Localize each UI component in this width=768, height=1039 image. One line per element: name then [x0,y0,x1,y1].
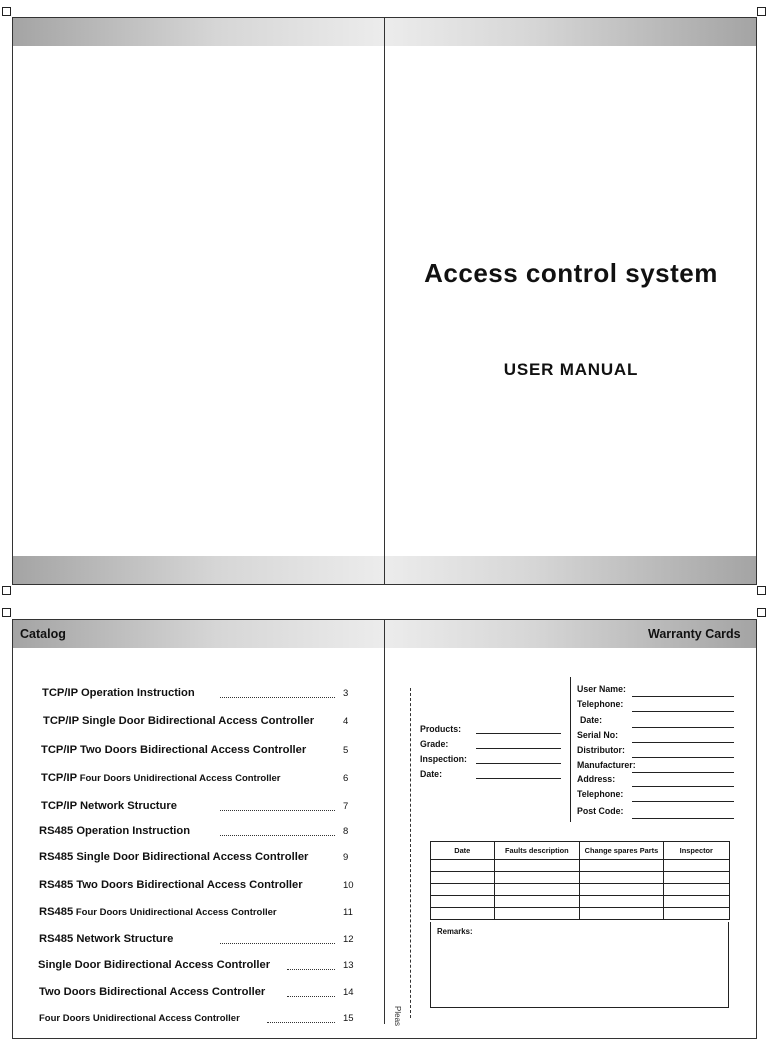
cover-bottom-bar-right [385,556,756,584]
catalog-item-text: Single Door Bidirectional Access Controller [73,851,309,863]
table-cell[interactable] [494,872,580,884]
customer-field-label: User Name: [577,684,626,694]
catalog-item-text: Operation Instruction [73,825,191,837]
catalog-item-title [39,1012,240,1024]
table-cell[interactable] [431,896,495,908]
crop-mark-lower-right [757,608,766,617]
inner-fold-line [384,620,385,1024]
table-cell[interactable] [431,884,495,896]
crop-mark-mid-left [2,586,11,595]
customer-field-input[interactable] [632,727,734,728]
warranty-heading: Warranty Cards [648,627,741,641]
catalog-item-title [42,687,195,699]
catalog-page-number: 8 [343,826,349,837]
catalog-page-number: 9 [343,852,349,863]
table-cell[interactable] [580,884,663,896]
product-field-label: Products: [420,724,462,734]
catalog-item[interactable] [39,986,359,1002]
table-header-cell: Date [431,842,495,860]
product-field-input[interactable] [476,733,561,734]
customer-field-input[interactable] [632,696,734,697]
catalog-item-text: Four Doors Unidirectional Access Controller [77,773,281,784]
customer-field-input[interactable] [632,757,734,758]
catalog-item-title [38,959,270,971]
remarks-box [430,922,729,1008]
table-row [431,860,730,872]
catalog-item[interactable] [43,715,363,731]
table-cell[interactable] [431,860,495,872]
catalog-item-text: Two Doors Bidirectional Access Controller [39,986,266,998]
catalog-item-prefix: TCP/IP [41,772,78,784]
customer-field-label: Distributor: [577,745,625,755]
product-field-input[interactable] [476,763,561,764]
catalog-item-prefix: RS485 [39,825,74,837]
catalog-item-text: Operation Instruction [77,687,195,699]
cover-subtitle: USER MANUAL [503,360,639,379]
catalog-item-title [39,825,190,837]
catalog-item[interactable] [39,933,359,949]
cover-bottom-bar-left [13,556,384,584]
catalog-item[interactable] [39,879,359,895]
cover-top-bar-left [13,18,384,46]
catalog-item-title [41,744,306,756]
table-cell[interactable] [580,860,663,872]
table-cell[interactable] [663,860,729,872]
catalog-page-number: 4 [343,716,349,727]
catalog-page-number: 15 [343,1013,354,1024]
catalog-item[interactable] [41,800,361,816]
table-header-cell: Change spares Parts [580,842,663,860]
product-field-input[interactable] [476,778,561,779]
catalog-item[interactable] [41,744,361,760]
catalog-item-text: Single Door Bidirectional Access Controller [78,715,315,727]
catalog-item-text: Network Structure [76,800,177,812]
customer-field-label: Manufacturer: [577,760,636,770]
table-cell[interactable] [494,884,580,896]
table-cell[interactable] [663,896,729,908]
table-cell[interactable] [431,908,495,920]
catalog-item-prefix: RS485 [39,879,74,891]
table-row [431,896,730,908]
catalog-item-title [43,715,314,727]
product-field-label: Date: [420,769,442,779]
table-row [431,884,730,896]
catalog-item[interactable] [39,825,359,841]
catalog-item-title [39,933,173,945]
catalog-item-title [39,879,303,891]
catalog-page-number: 3 [343,688,349,699]
catalog-page-number: 6 [343,773,349,784]
catalog-item-prefix: TCP/IP [43,715,79,727]
catalog-item-prefix: TCP/IP [41,800,77,812]
catalog-leader-dots [287,969,335,970]
product-field-input[interactable] [476,748,561,749]
catalog-page-number: 14 [343,987,354,998]
customer-field-input[interactable] [632,742,734,743]
catalog-item[interactable] [39,1012,359,1028]
crop-mark-top-left [2,7,11,16]
catalog-page-number: 5 [343,745,349,756]
cover-fold-line [384,18,385,584]
catalog-item[interactable] [38,959,358,975]
catalog-leader-dots [220,943,335,944]
customer-field-label: Post Code: [577,806,624,816]
table-cell[interactable] [663,872,729,884]
customer-field-label: Serial No: [577,730,619,740]
catalog-item[interactable] [39,851,359,867]
catalog-item-title [41,772,280,784]
customer-field-input[interactable] [632,711,734,712]
table-cell[interactable] [580,872,663,884]
crop-mark-lower-left [2,608,11,617]
cover-top-bar-right [385,18,756,46]
customer-field-label: Telephone: [577,699,624,709]
customer-field-input[interactable] [632,801,734,802]
table-cell[interactable] [494,908,580,920]
catalog-leader-dots [220,697,335,698]
table-header-cell: Inspector [663,842,729,860]
catalog-page-number: 12 [343,934,354,945]
remarks-label: Remarks: [437,927,473,936]
catalog-leader-dots [287,996,335,997]
catalog-heading: Catalog [20,627,66,641]
catalog-item-text: Network Structure [73,933,174,945]
catalog-page-number: 7 [343,801,349,812]
table-cell[interactable] [431,872,495,884]
catalog-item-title [39,906,277,918]
customer-field-label: Date: [580,715,602,725]
customer-field-label: Address: [577,774,616,784]
table-row [431,872,730,884]
table-cell[interactable] [580,896,663,908]
table-cell[interactable] [663,884,729,896]
catalog-item-prefix: RS485 [39,906,74,918]
catalog-leader-dots [220,835,335,836]
table-cell[interactable] [494,896,580,908]
right-fields-divider [570,677,571,822]
catalog-item-title [39,986,265,998]
catalog-item[interactable] [39,906,359,922]
cut-line-note: Pleas [393,1006,402,1027]
catalog-item-text: Single Door Bidirectional Access Controller [38,959,271,971]
catalog-item-title [41,800,177,812]
catalog-item-prefix: TCP/IP [41,744,77,756]
catalog-item-prefix: RS485 [39,933,74,945]
catalog-item[interactable] [42,687,362,703]
crop-mark-top-right [757,7,766,16]
product-field-label: Grade: [420,739,449,749]
catalog-page-number: 13 [343,960,354,971]
catalog-item-prefix: TCP/IP [42,687,78,699]
catalog-item-text: Two Doors Bidirectional Access Controller [73,879,303,891]
catalog-leader-dots [220,810,335,811]
catalog-leader-dots [267,1022,335,1023]
cover-title: Access control system [424,258,718,288]
cut-line [410,688,411,1018]
crop-mark-mid-right [757,586,766,595]
customer-field-input[interactable] [632,772,734,773]
table-cell[interactable] [580,908,663,920]
customer-field-label: Telephone: [577,789,624,799]
table-cell[interactable] [494,860,580,872]
service-record-table [430,841,730,920]
catalog-header-bar [13,620,384,648]
table-header-cell: Faults description [494,842,580,860]
customer-field-input[interactable] [632,818,734,819]
product-field-label: Inspection: [420,754,467,764]
catalog-page-number: 11 [343,907,353,918]
catalog-item-text: Four Doors Unidirectional Access Controller [39,1013,240,1024]
catalog-item-title [39,851,308,863]
table-row [431,908,730,920]
table-cell[interactable] [663,908,729,920]
catalog-page-number: 10 [343,880,354,891]
catalog-item[interactable] [41,772,361,788]
customer-field-input[interactable] [632,786,734,787]
catalog-item-text: Four Doors Unidirectional Access Controller [73,907,277,918]
catalog-item-text: Two Doors Bidirectional Access Controller [76,744,307,756]
catalog-item-prefix: RS485 [39,851,74,863]
